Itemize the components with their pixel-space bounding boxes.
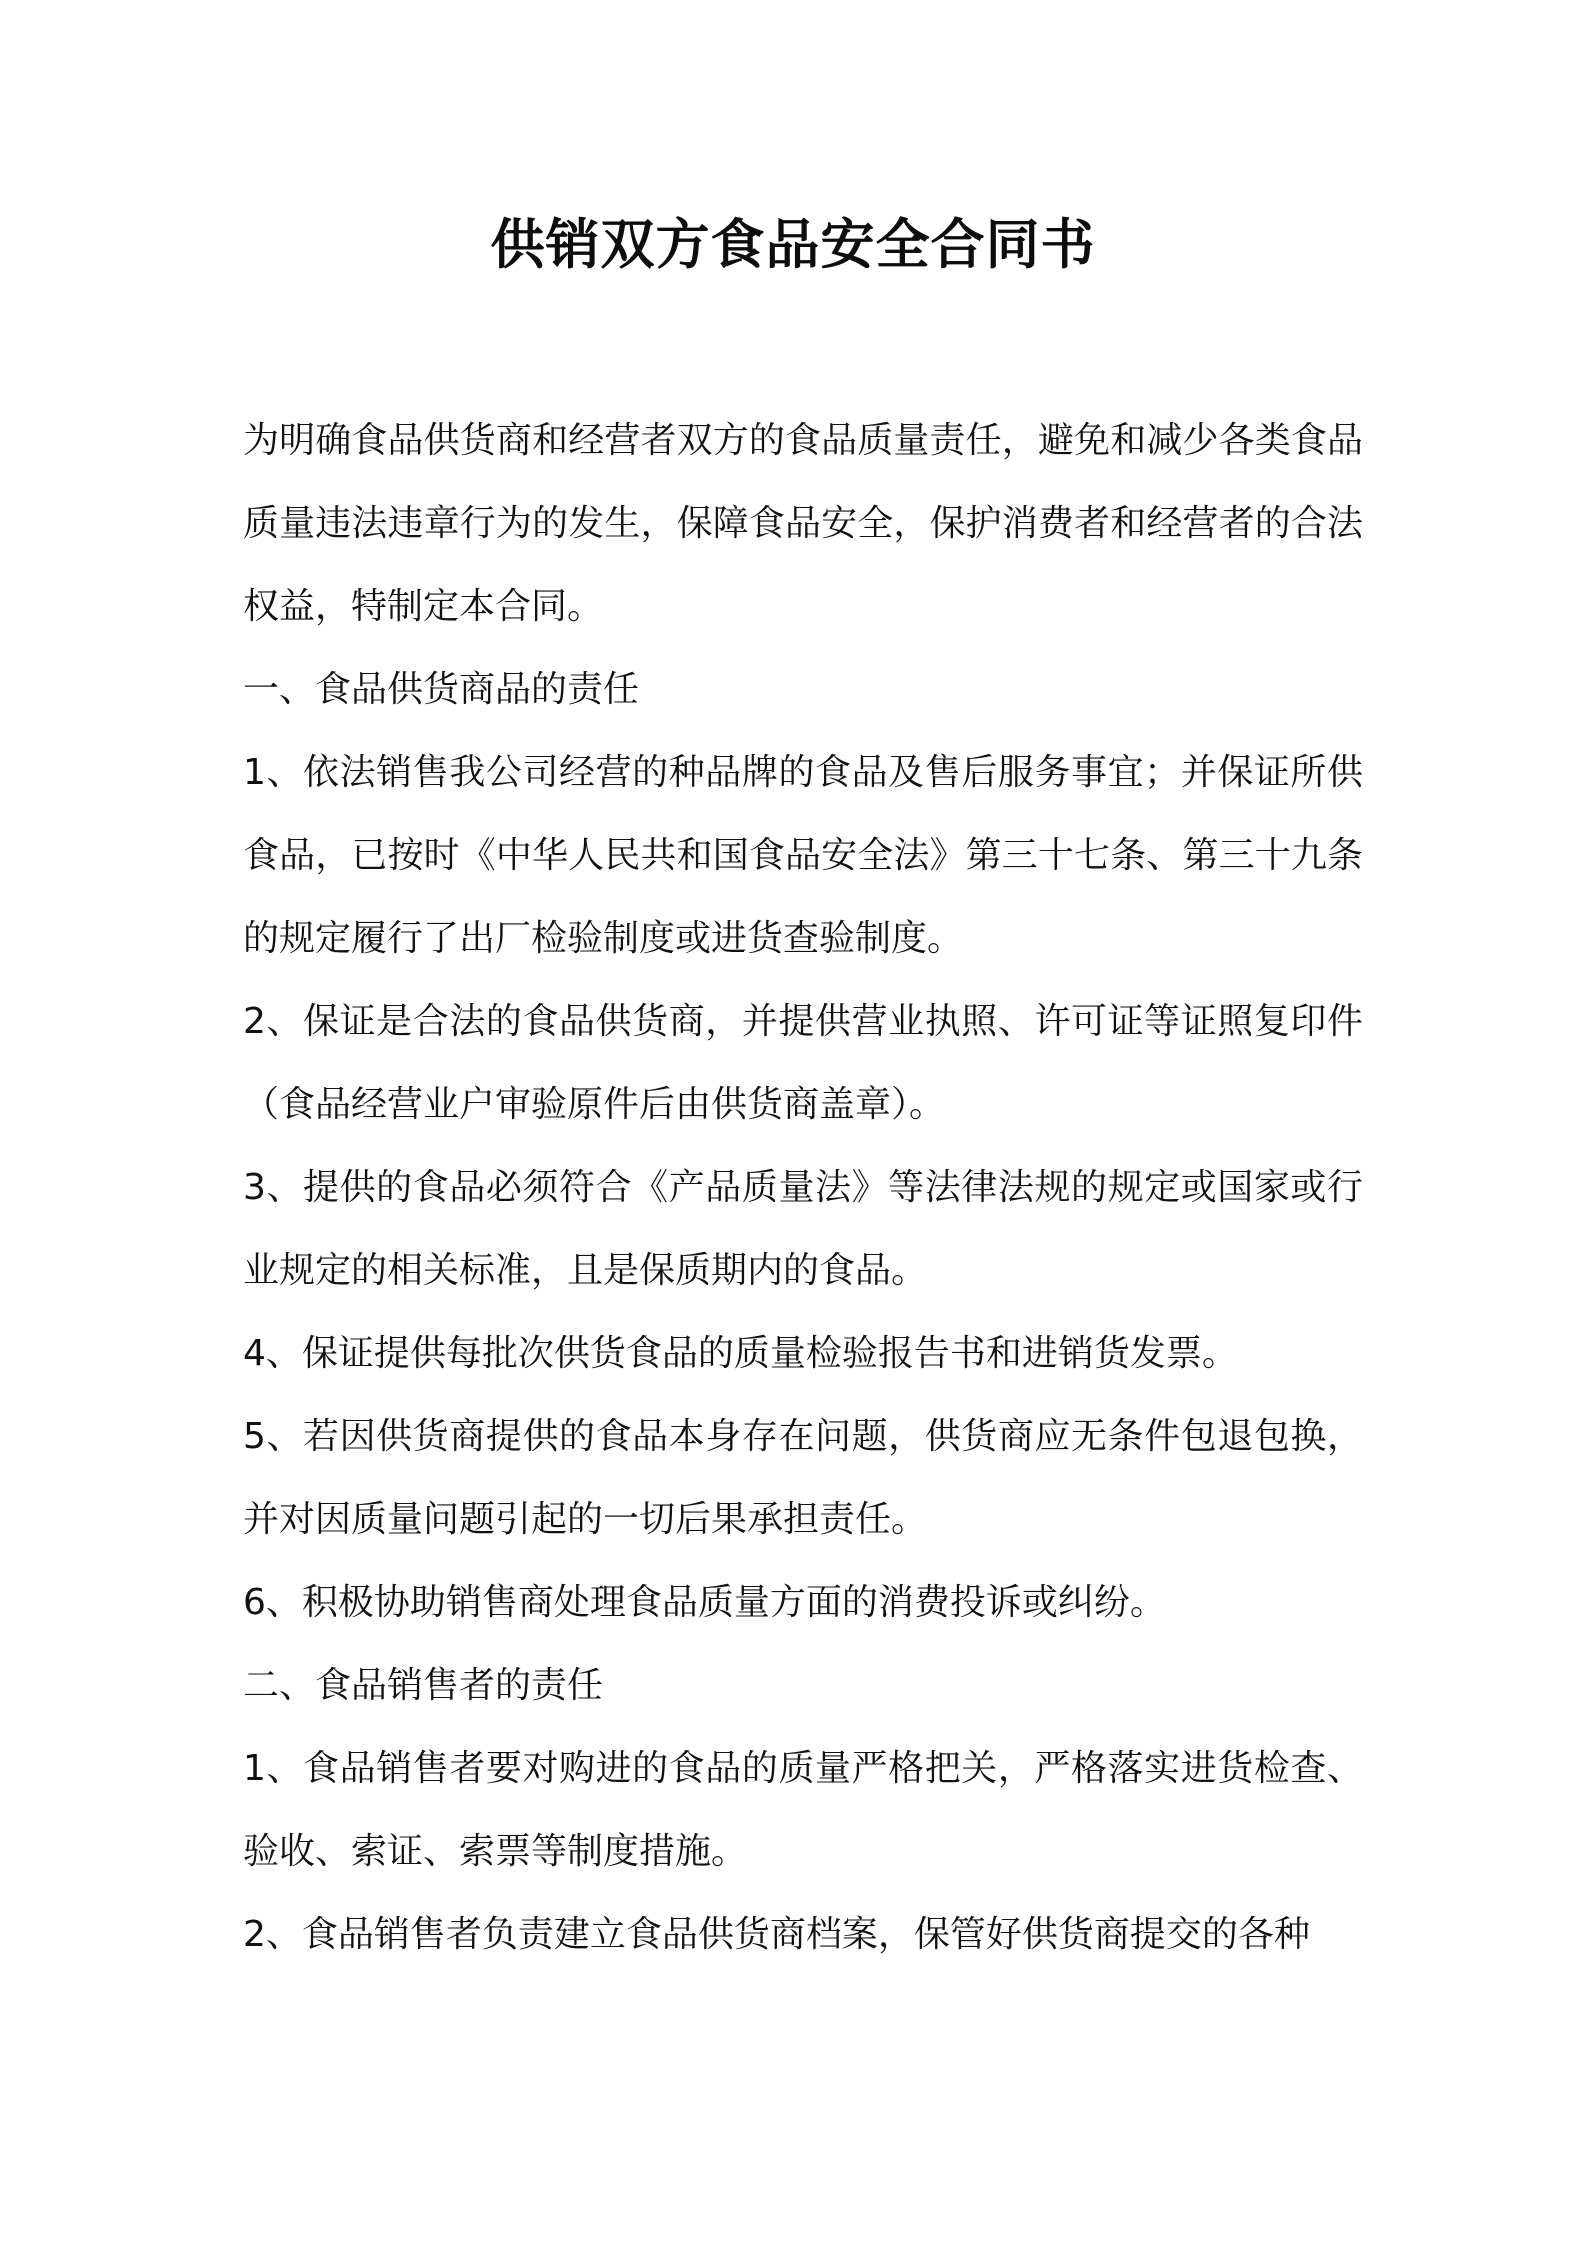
document-body [243,399,1363,1976]
supplier-clause-3: 3、提供的食品必须符合《产品质量法》等法律法规的规定或国家或行业规定的相关标准，且是保质期内的食品。 [243,1167,1363,1291]
supplier-clause-5: 5、若因供货商提供的食品本身存在问题，供货商应无条件包退包换，并对因质量问题引起的一切后果承担责任。 [243,1416,1363,1540]
supplier-clause-1: 1、依法销售我公司经营的种品牌的食品及售后服务事宜；并保证所供食品，已按时《中华人民共和国食品安全法》第三十七条、第三十九条的规定履行了出厂检验制度或进货查验制度。 [243,752,1363,959]
intro-paragraph: 为明确食品供货商和经营者双方的食品质量责任，避免和减少各类食品质量违法违章行为的发生，保障食品安全，保护消费者和经营者的合法权益，特制定本合同。 [243,420,1363,627]
section-heading-supplier: 一、食品供货商品的责任 [243,669,640,710]
section-heading-seller: 二、食品销售者的责任 [243,1665,604,1706]
supplier-clause-6: 6、积极协助销售商处理食品质量方面的消费投诉或纠纷。 [243,1582,1166,1623]
seller-clause-1: 1、食品销售者要对购进的食品的质量严格把关，严格落实进货检查、验收、索证、索票等制度措施。 [243,1748,1363,1872]
seller-clause-2: 2、食品销售者负责建立食品供货商档案，保管好供货商提交的各种 [243,1914,1310,1955]
supplier-clause-2: 2、保证是合法的食品供货商，并提供营业执照、许可证等证照复印件（食品经营业户审验原件后由供货商盖章）。 [243,1001,1363,1125]
document-title: 供销双方食品安全合同书 [490,213,1096,276]
supplier-clause-4: 4、保证提供每批次供货食品的质量检验报告书和进销货发票。 [243,1333,1238,1374]
